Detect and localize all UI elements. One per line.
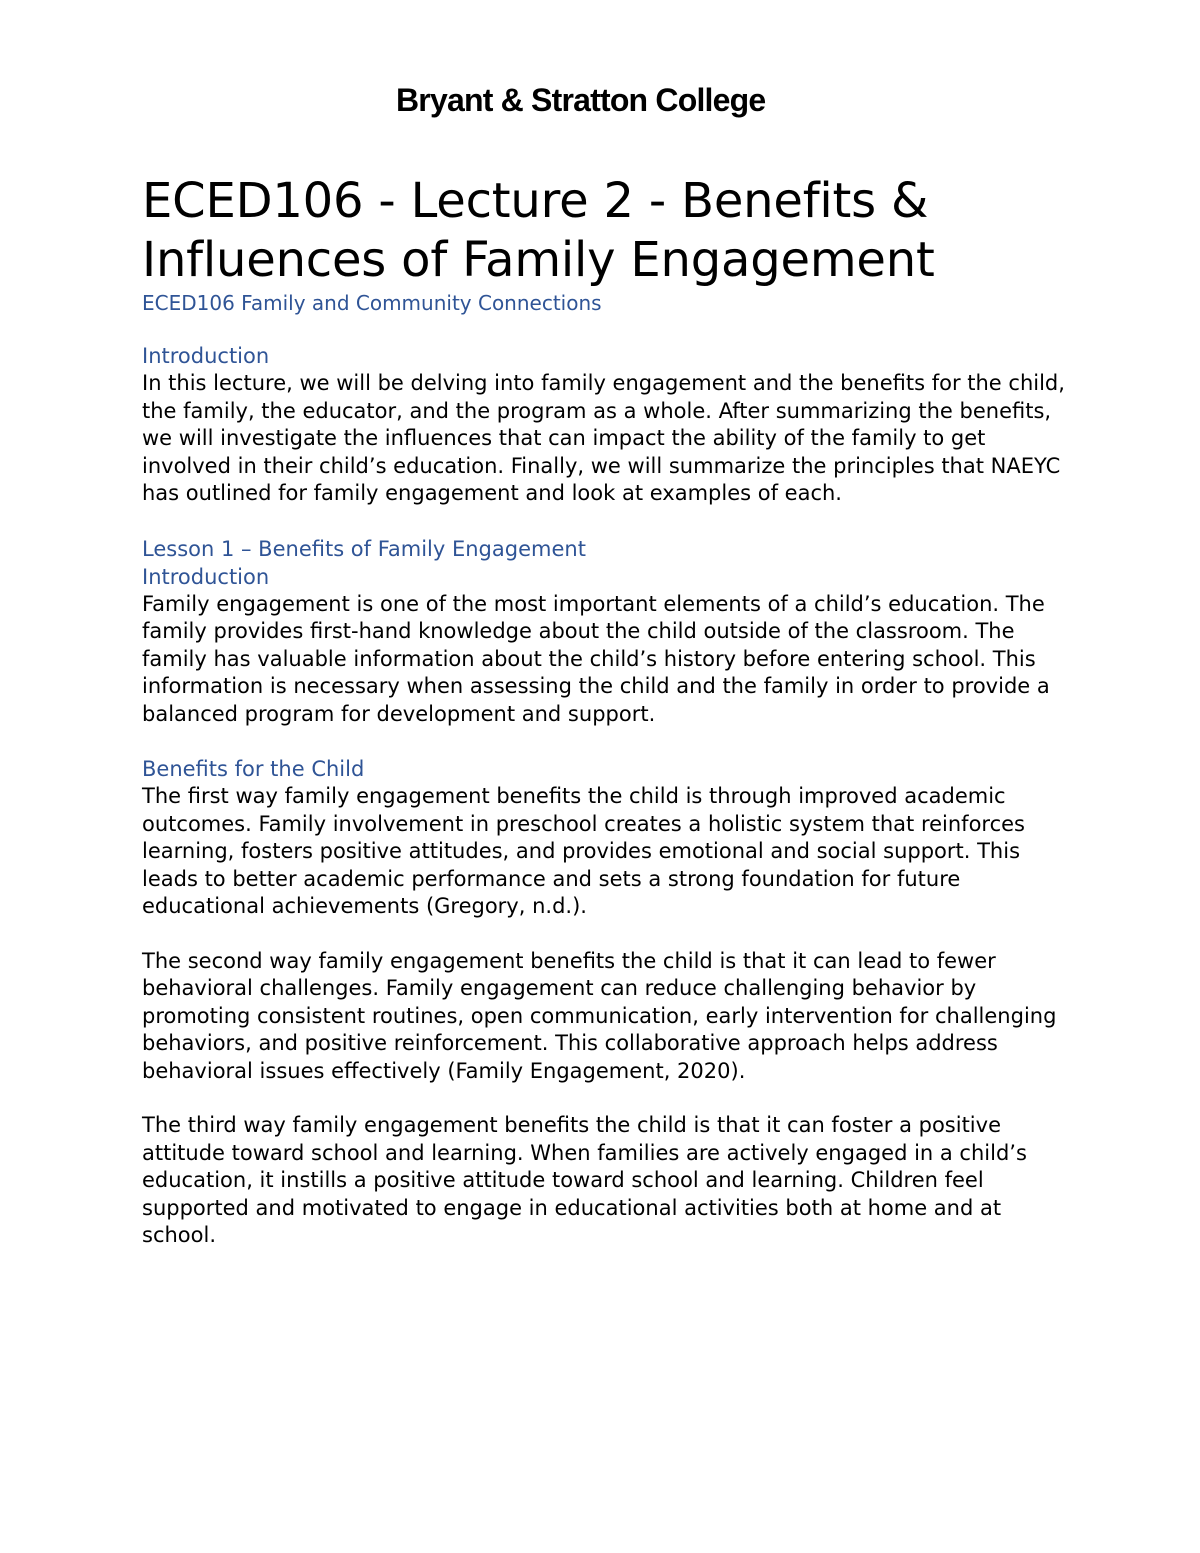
child-benefit-paragraph-1: The first way family engagement benefits the child is through improved academic outcomes. Family involvement in preschool creates a holistic system that reinforces learning, fosters positive attitudes, and provides emotional and social support. This leads to better academic performance and sets a strong foundation for future educational achievements (Gregory, n.d.).	[142, 784, 1025, 918]
document-subtitle: ECED106 Family and Community Connections	[142, 291, 602, 315]
document-title: ECED106 - Lecture 2 - Benefits & Influences of Family Engagement	[142, 173, 935, 288]
child-benefit-paragraph-2: The second way family engagement benefits the child is that it can lead to fewer behavioral challenges. Family engagement can reduce challenging behavior by promoting consistent routines, open communication, early intervention for challenging behaviors, and positive reinforcement. This collaborative approach helps address behavioral issues effectively (Family Engagement, 2020).	[142, 948, 1057, 1083]
lesson1-intro-heading: Introduction	[142, 564, 270, 589]
college-logo: Bryant & Stratton College	[396, 82, 766, 118]
child-benefit-paragraph-3: The third way family engagement benefits the child is that it can foster a positive attitude toward school and learning. When families are actively engaged in a child’s education, it instills a positive attitude toward school and learning. Children feel supported and motivated to engage in educational activities both at home and at school.	[142, 1113, 1027, 1247]
intro-paragraph: In this lecture, we will be delving into family engagement and the benefits for the child, the family, the educator, and the program as a whole. After summarizing the benefits, we will investigate the influences that can impact the ability of the family to get involved in their child’s education. Finally, we will summarize the principles that NAEYC has outlined for family engagement and look at examples of each.	[142, 371, 1065, 505]
child-benefits-heading: Benefits for the Child	[142, 757, 365, 781]
document-content	[142, 172, 1072, 1277]
lesson1-intro-paragraph: Family engagement is one of the most important elements of a child’s education. The family provides first-hand knowledge about the child outside of the classroom. The family has valuable information about the child’s history before entering school. This information is necessary when assessing the child and the family in order to provide a balanced program for development and support.	[142, 591, 1050, 726]
lesson1-heading: Lesson 1 – Benefits of Family Engagement	[142, 536, 586, 561]
intro-heading: Introduction	[142, 344, 270, 368]
